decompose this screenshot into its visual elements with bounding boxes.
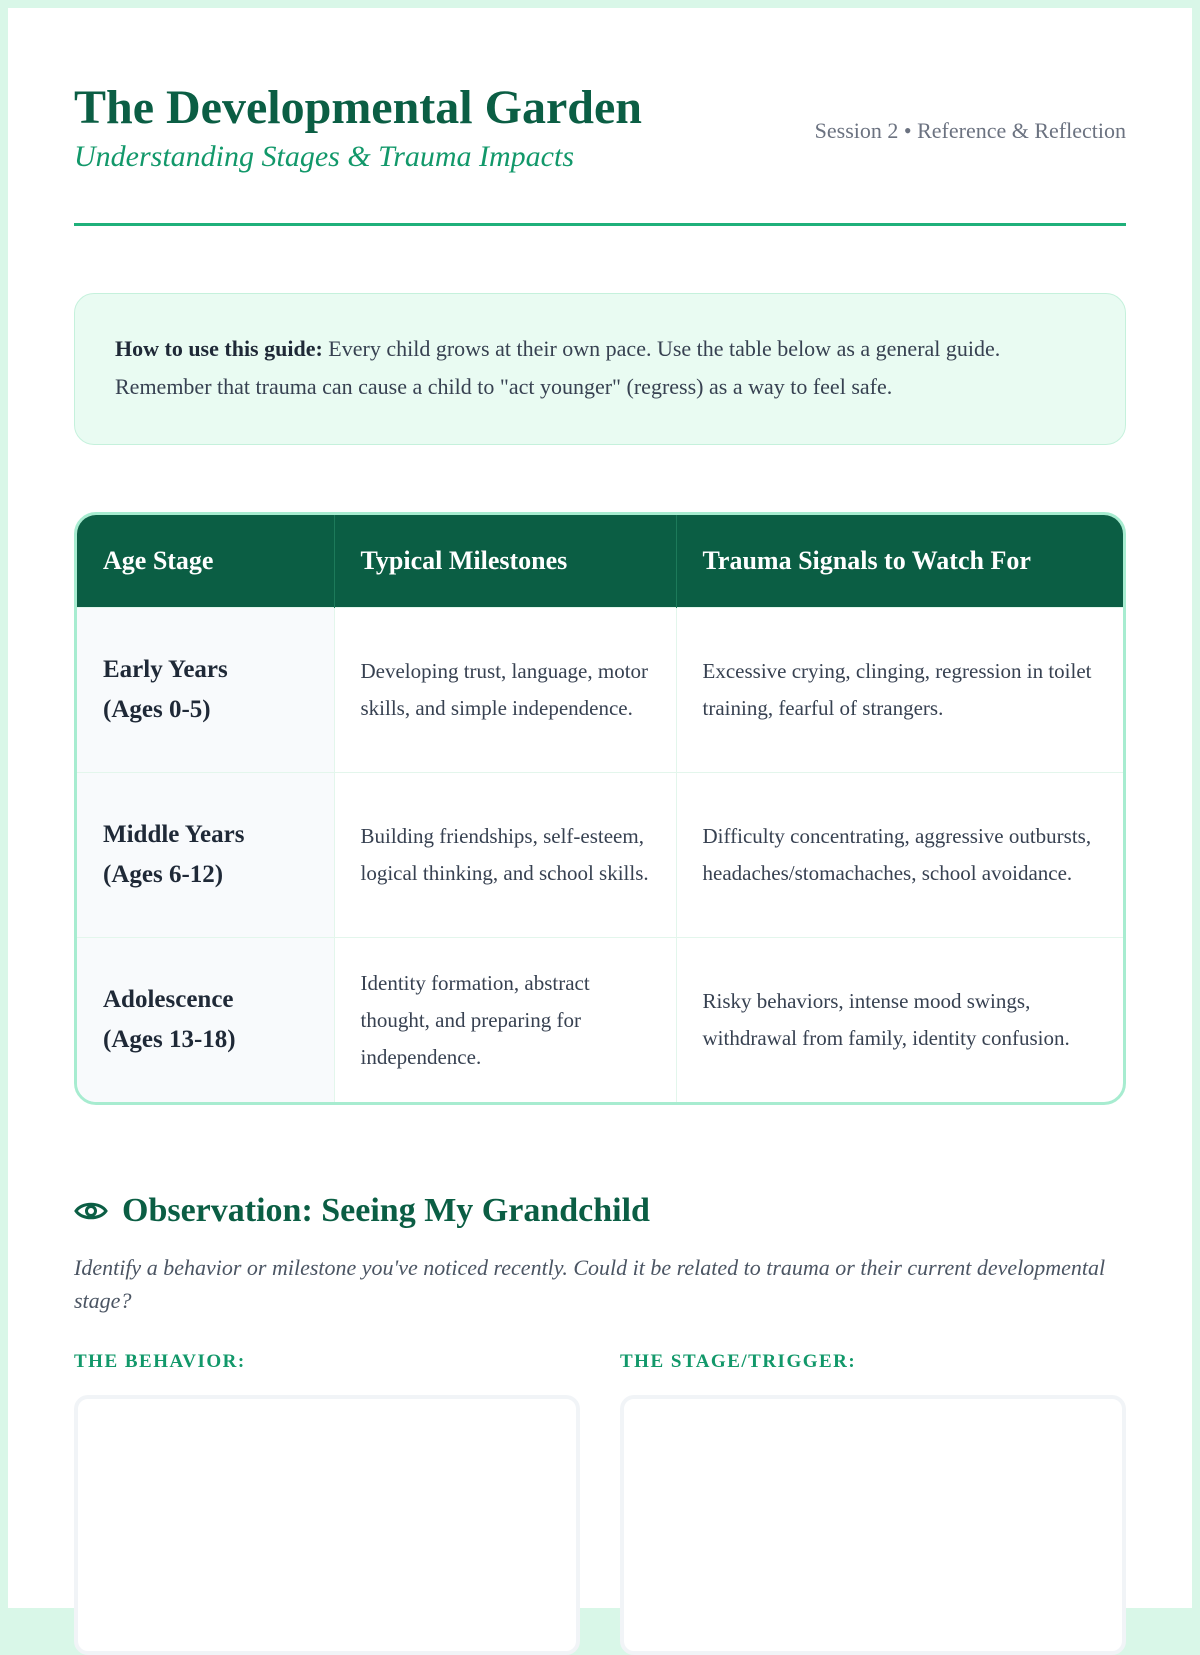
signals-cell: Excessive crying, clinging, regression in toilet training, fearful of strangers. (676, 608, 1123, 773)
stages-table (77, 515, 1123, 1102)
observation-fields (74, 1351, 1126, 1655)
table-header-row (77, 515, 1123, 608)
page-header (74, 8, 1126, 226)
stage-ages: (Ages 13-18) (103, 1026, 236, 1053)
stage-cell (77, 773, 334, 938)
eye-icon (74, 1199, 108, 1223)
milestones-cell: Identity formation, abstract thought, and preparing for independence. (334, 938, 676, 1103)
stage-trigger-field (620, 1351, 1126, 1655)
stage-name: Adolescence (103, 986, 234, 1013)
column-header-age-stage: Age Stage (77, 515, 334, 608)
behavior-label: THE BEHAVIOR: (74, 1351, 246, 1372)
observation-heading (74, 1189, 1126, 1233)
guide-text: Every child grows at their own pace. Use the table below as a general guide. Remember that trauma can cause a child to "act younger" (regress) as a way to feel safe. (115, 336, 1001, 399)
table-row (77, 773, 1123, 938)
stage-trigger-label: THE STAGE/TRIGGER: (620, 1351, 857, 1372)
observation-description: Identify a behavior or milestone you've noticed recently. Could it be related to trauma or their current developmental stage? (74, 1255, 1106, 1313)
stages-table-container (74, 512, 1126, 1105)
column-header-trauma-signals: Trauma Signals to Watch For (676, 515, 1123, 608)
session-label: Session 2 • Reference & Reflection (814, 118, 1126, 143)
behavior-field (74, 1351, 580, 1655)
observation-title: Observation: Seeing My Grandchild (122, 1192, 650, 1229)
stage-name: Early Years (103, 656, 228, 683)
behavior-answer-box[interactable] (74, 1395, 580, 1655)
stage-trigger-answer-box[interactable] (620, 1395, 1126, 1655)
column-header-milestones: Typical Milestones (334, 515, 676, 608)
guide-label: How to use this guide: (115, 336, 323, 361)
stage-ages: (Ages 6-12) (103, 861, 224, 888)
milestones-cell: Developing trust, language, motor skills, and simple independence. (334, 608, 676, 773)
page-title: The Developmental Garden (74, 81, 642, 134)
stage-name: Middle Years (103, 821, 245, 848)
table-row (77, 608, 1123, 773)
signals-cell: Difficulty concentrating, aggressive outbursts, headaches/stomachaches, school avoidance. (676, 773, 1123, 938)
page-subtitle: Understanding Stages & Trauma Impacts (74, 140, 575, 173)
signals-cell: Risky behaviors, intense mood swings, withdrawal from family, identity confusion. (676, 938, 1123, 1103)
table-row (77, 938, 1123, 1103)
stage-cell (77, 938, 334, 1103)
milestones-cell: Building friendships, self-esteem, logical thinking, and school skills. (334, 773, 676, 938)
stage-ages: (Ages 0-5) (103, 696, 211, 723)
stage-cell (77, 608, 334, 773)
worksheet-page (8, 8, 1192, 1608)
guide-callout (74, 293, 1126, 445)
